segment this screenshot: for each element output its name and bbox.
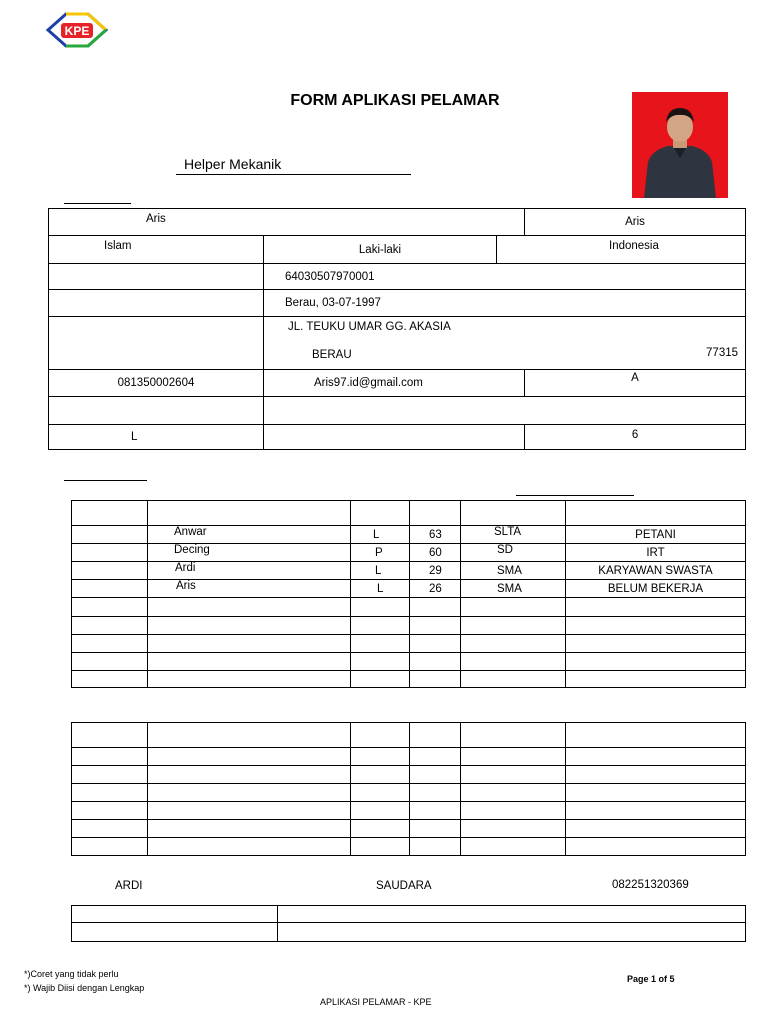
empty-cell bbox=[264, 425, 525, 450]
family-row[interactable] bbox=[72, 580, 746, 598]
email-value: Aris97.id@gmail.com bbox=[314, 377, 423, 389]
family-row[interactable] bbox=[72, 544, 746, 562]
family-row-empty[interactable] bbox=[72, 598, 746, 617]
family-education: SMA bbox=[497, 582, 522, 595]
gender-value: Laki-laki bbox=[358, 243, 402, 256]
family-age: 29 bbox=[429, 564, 442, 577]
family-name: Decing bbox=[174, 544, 210, 556]
personal-data-table bbox=[48, 208, 746, 450]
table-row[interactable] bbox=[72, 923, 746, 942]
empty-cell bbox=[49, 397, 264, 425]
section-marker-family-right bbox=[516, 495, 634, 496]
marital-status-value: L bbox=[131, 431, 138, 443]
email-cell[interactable] bbox=[264, 370, 525, 397]
phone-value: 081350002604 bbox=[117, 377, 195, 389]
id-number-cell[interactable] bbox=[264, 264, 746, 290]
table-row[interactable] bbox=[72, 820, 746, 838]
nickname-value: Aris bbox=[625, 216, 645, 228]
document-name: APLIKASI PELAMAR - KPE bbox=[320, 997, 432, 1007]
family-row[interactable] bbox=[72, 526, 746, 544]
nickname-cell[interactable] bbox=[525, 209, 746, 236]
applicant-photo bbox=[632, 92, 728, 198]
form-title: FORM APLIKASI PELAMAR bbox=[290, 92, 500, 109]
family-age: 60 bbox=[429, 546, 442, 559]
family-row-empty[interactable] bbox=[72, 617, 746, 635]
family-age: 63 bbox=[429, 528, 442, 541]
family-occupation: BELUM BEKERJA bbox=[607, 582, 704, 595]
section-marker-family bbox=[64, 480, 147, 481]
family-name: Anwar bbox=[174, 526, 207, 538]
blood-type-value: A bbox=[631, 372, 639, 384]
family-name: Aris bbox=[176, 580, 196, 592]
birth-value: Berau, 03-07-1997 bbox=[285, 297, 381, 309]
section-marker-personal bbox=[64, 203, 131, 204]
emergency-phone[interactable]: 082251320369 bbox=[612, 879, 689, 891]
full-name-cell[interactable] bbox=[49, 209, 525, 236]
page-number: Page 1 of 5 bbox=[627, 974, 675, 984]
family-sex: L bbox=[373, 528, 380, 541]
birth-label-cell bbox=[49, 290, 264, 317]
family-education: SMA bbox=[497, 564, 522, 577]
table-row[interactable] bbox=[72, 748, 746, 766]
table-row[interactable] bbox=[72, 906, 746, 923]
phone-cell[interactable] bbox=[49, 370, 264, 397]
table-row[interactable] bbox=[72, 802, 746, 820]
extended-family-table bbox=[71, 722, 746, 856]
family-row-empty[interactable] bbox=[72, 671, 746, 688]
address-line1: JL. TEUKU UMAR GG. AKASIA bbox=[288, 321, 451, 333]
family-sex: L bbox=[377, 582, 384, 595]
blood-type-cell[interactable] bbox=[525, 370, 746, 397]
religion-cell[interactable] bbox=[49, 236, 264, 264]
company-logo bbox=[44, 12, 110, 48]
address-city: BERAU bbox=[312, 349, 352, 361]
address-label-cell bbox=[49, 317, 264, 370]
marital-status-cell[interactable] bbox=[49, 425, 264, 450]
family-occupation: IRT bbox=[646, 546, 665, 559]
position-underline bbox=[176, 174, 411, 175]
family-sex: L bbox=[375, 564, 382, 577]
family-table bbox=[71, 500, 746, 688]
family-occupation: KARYAWAN SWASTA bbox=[598, 564, 713, 577]
empty-cell bbox=[264, 397, 746, 425]
footnote-strike: *)Coret yang tidak perlu bbox=[24, 969, 119, 979]
emergency-name[interactable]: ARDI bbox=[115, 880, 143, 892]
gender-cell[interactable] bbox=[264, 236, 497, 264]
full-name-value: Aris bbox=[146, 213, 166, 225]
family-sex: P bbox=[375, 546, 383, 559]
family-education: SD bbox=[497, 544, 513, 556]
religion-value: Islam bbox=[104, 240, 132, 252]
family-age: 26 bbox=[429, 582, 442, 595]
shoe-size-value: 6 bbox=[631, 429, 639, 441]
address-cell[interactable] bbox=[264, 317, 746, 370]
position-value[interactable]: Helper Mekanik bbox=[184, 156, 282, 172]
table-row[interactable] bbox=[72, 838, 746, 856]
family-row-empty[interactable] bbox=[72, 653, 746, 671]
nationality-cell[interactable] bbox=[497, 236, 746, 264]
id-label-cell bbox=[49, 264, 264, 290]
id-number-value: 64030507970001 bbox=[285, 270, 375, 283]
family-row-empty[interactable] bbox=[72, 635, 746, 653]
shoe-size-cell[interactable] bbox=[525, 425, 746, 450]
footnote-required: *) Wajib Diisi dengan Lengkap bbox=[24, 983, 145, 993]
family-occupation: PETANI bbox=[635, 528, 676, 541]
logo-text: KPE bbox=[64, 24, 90, 38]
emergency-relation[interactable]: SAUDARA bbox=[376, 880, 432, 892]
family-name: Ardi bbox=[175, 562, 196, 574]
table-row[interactable] bbox=[72, 784, 746, 802]
references-table bbox=[71, 905, 746, 942]
family-row[interactable] bbox=[72, 562, 746, 580]
family-education: SLTA bbox=[494, 526, 522, 538]
table-row[interactable] bbox=[72, 766, 746, 784]
postal-code: 77315 bbox=[706, 347, 739, 359]
nationality-value: Indonesia bbox=[609, 240, 659, 252]
birth-cell[interactable] bbox=[264, 290, 746, 317]
